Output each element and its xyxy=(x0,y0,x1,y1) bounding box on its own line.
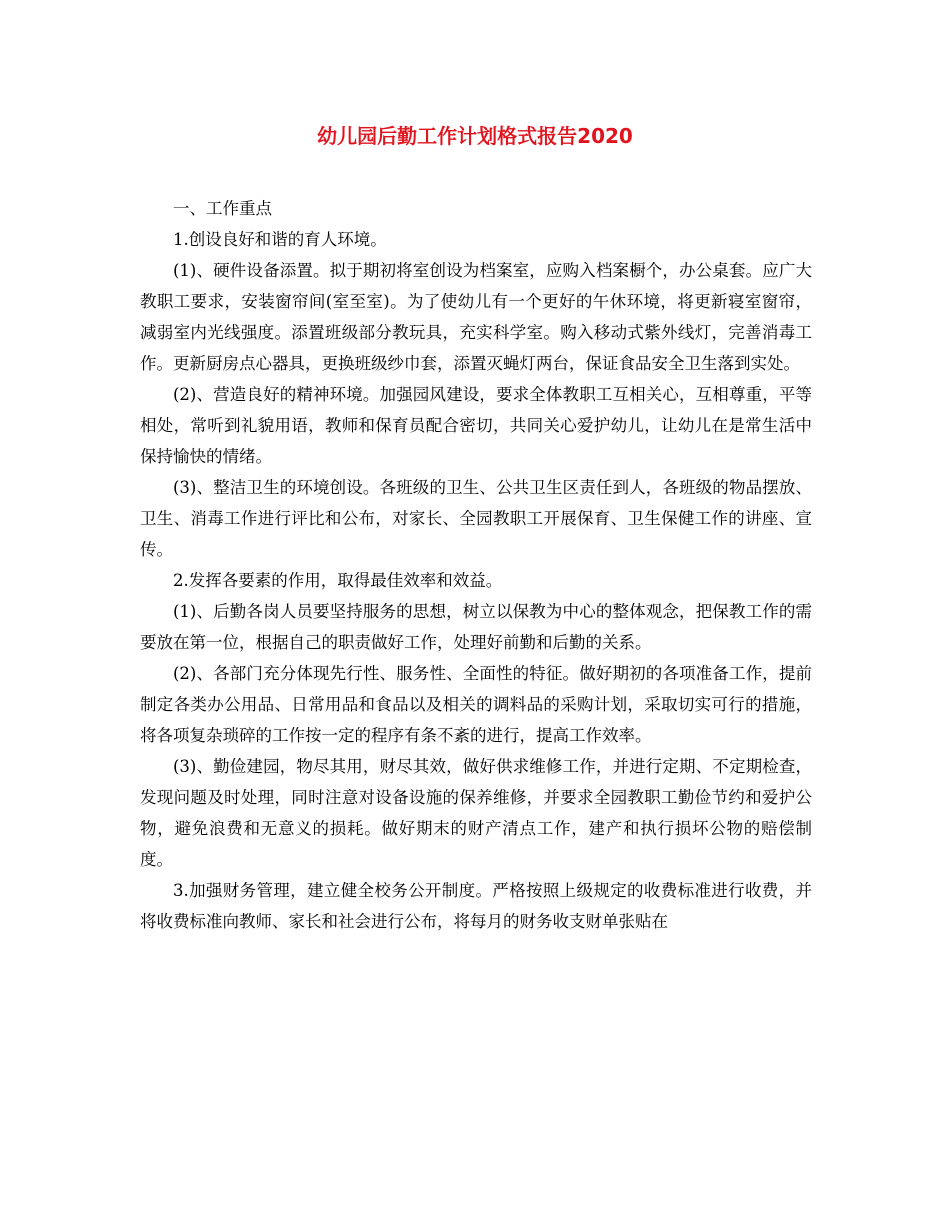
body-paragraph: (2)、营造良好的精神环境。加强园风建设，要求全体教职工互相关心，互相尊重，平等相处，常听到礼貌用语，教师和保育员配合密切，共同关心爱护幼儿，让幼儿在是常生活中保持愉快的情绪。 xyxy=(140,385,812,466)
section-heading: 一、工作重点 xyxy=(173,199,272,218)
document-body xyxy=(140,193,812,937)
body-paragraph: (1)、硬件设备添置。拟于期初将室创设为档案室，应购入档案橱个，办公桌套。应广大教职工要求，安装窗帘间(室至室)。为了使幼儿有一个更好的午休环境，将更新寝室窗帘，减弱室内光线强度。添置班级部分教玩具，充实科学室。购入移动式紫外线灯，完善消毒工作。更新厨房点心器具，更换班级纱巾套，添置灭蝇灯两台，保证食品安全卫生落到实处。 xyxy=(140,261,812,373)
subsection-heading: 1.创设良好和谐的育人环境。 xyxy=(173,230,387,249)
body-paragraph: 3.加强财务管理，建立健全校务公开制度。严格按照上级规定的收费标准进行收费，并将收费标准向教师、家长和社会进行公布，将每月的财务收支财单张贴在 xyxy=(140,881,812,931)
body-paragraph: (2)、各部门充分体现先行性、服务性、全面性的特征。做好期初的各项准备工作，提前制定各类办公用品、日常用品和食品以及相关的调料品的采购计划，采取切实可行的措施，将各项复杂琐碎的工作按一定的程序有条不紊的进行，提高工作效率。 xyxy=(140,664,812,745)
subsection-heading: 2.发挥各要素的作用，取得最佳效率和效益。 xyxy=(173,571,503,590)
body-paragraph: (3)、勤俭建园，物尽其用，财尽其效，做好供求维修工作，并进行定期、不定期检查，发现问题及时处理，同时注意对设备设施的保养维修，并要求全园教职工勤俭节约和爱护公物，避免浪费和无意义的损耗。做好期末的财产清点工作，建产和执行损坏公物的赔偿制度。 xyxy=(140,757,812,869)
body-paragraph: (3)、整洁卫生的环境创设。各班级的卫生、公共卫生区责任到人，各班级的物品摆放、卫生、消毒工作进行评比和公布，对家长、全园教职工开展保育、卫生保健工作的讲座、宣传。 xyxy=(140,478,812,559)
body-paragraph: (1)、后勤各岗人员要坚持服务的思想，树立以保教为中心的整体观念，把保教工作的需要放在第一位，根据自己的职责做好工作，处理好前勤和后勤的关系。 xyxy=(140,602,812,652)
document-title: 幼儿园后勤工作计划格式报告2020 xyxy=(317,124,633,148)
